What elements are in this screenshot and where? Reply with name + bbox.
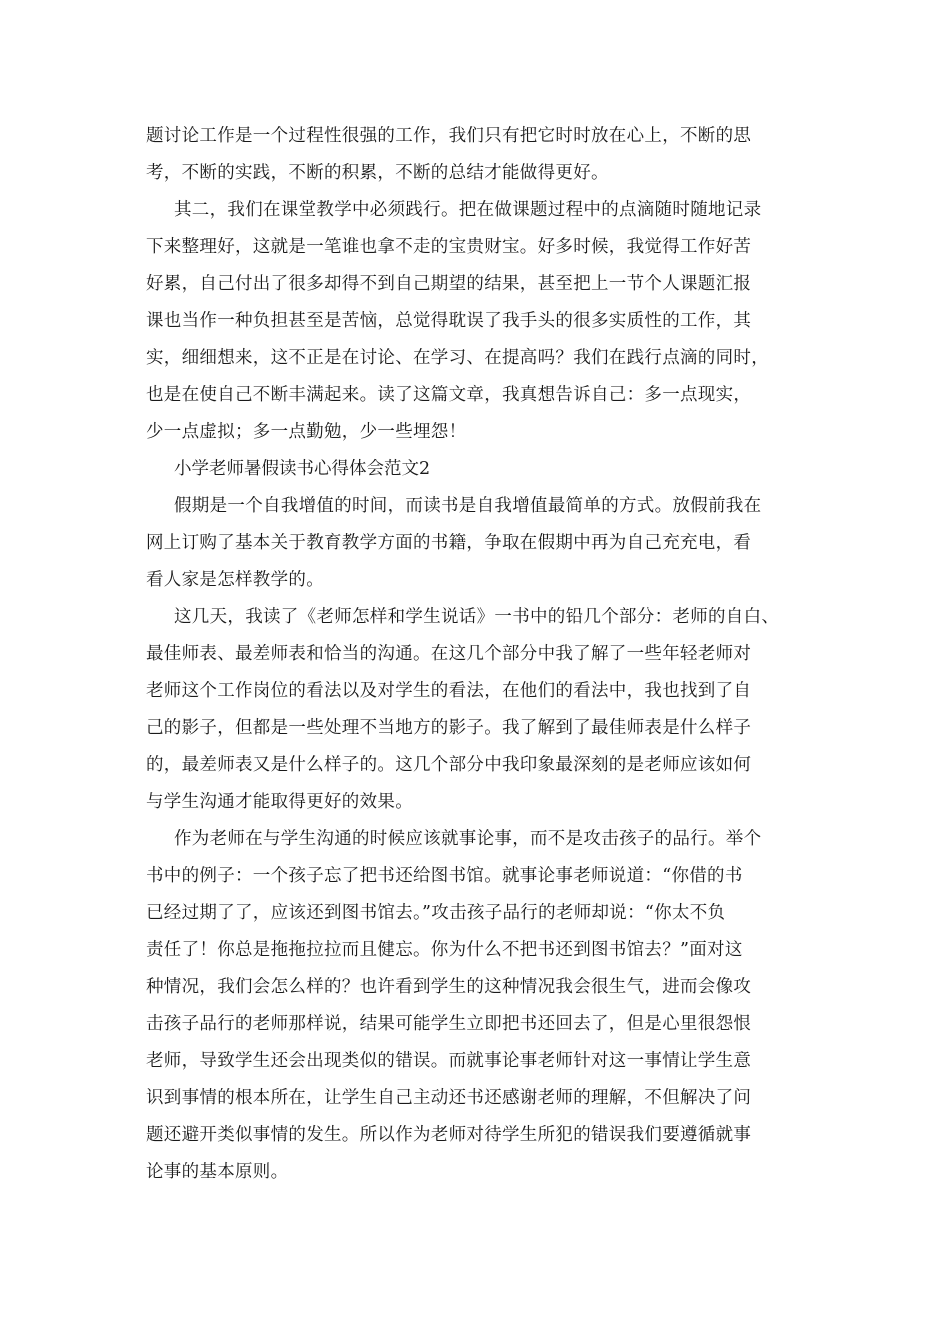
text-line: 下来整理好，这就是一笔谁也拿不走的宝贵财宝。好多时候，我觉得工作好苦 [146,237,752,257]
text-line: 责任了！你总是拖拖拉拉而且健忘。你为什么不把书还到图书馆去？”面对这 [146,940,743,960]
text-line: 课也当作一种负担甚至是苦恼，总觉得耽误了我手头的很多实质性的工作，其 [146,311,752,331]
text-line: 的，最差师表又是什么样子的。这几个部分中我印象最深刻的是老师应该如何 [146,755,752,775]
text-line: 击孩子品行的老师那样说，结果可能学生立即把书还回去了，但是心里很怨恨 [146,1014,752,1034]
text-line: 识到事情的根本所在，让学生自己主动还书还感谢老师的理解，不但解决了问 [146,1088,752,1108]
text-line: 老师这个工作岗位的看法以及对学生的看法，在他们的看法中，我也找到了自 [146,681,752,701]
text-line: 假期是一个自我增值的时间，而读书是自我增值最简单的方式。放假前我在 [174,496,762,516]
text-line: 这几天，我读了《老师怎样和学生说话》一书中的铅几个部分：老师的自白、 [174,607,780,627]
text-line: 题讨论工作是一个过程性很强的工作，我们只有把它时时放在心上，不断的思 [146,126,752,146]
text-line: 与学生沟通才能取得更好的效果。 [146,792,413,812]
text-line: 种情况，我们会怎么样的？也许看到学生的这种情况我会很生气，进而会像攻 [146,977,752,997]
text-line: 老师，导致学生还会出现类似的错误。而就事论事老师针对这一事情让学生意 [146,1051,752,1071]
text-line: 题还避开类似事情的发生。所以作为老师对待学生所犯的错误我们要遵循就事 [146,1125,752,1145]
text-line: 看人家是怎样教学的。 [146,570,324,590]
text-line: 己的影子，但都是一些处理不当地方的影子。我了解到了最佳师表是什么样子 [146,718,752,738]
text-line: 好累，自己付出了很多却得不到自己期望的结果，甚至把上一节个人课题汇报 [146,274,752,294]
text-line: 最佳师表、最差师表和恰当的沟通。在这几个部分中我了解了一些年轻老师对 [146,644,752,664]
text-line: 其二，我们在课堂教学中必须践行。把在做课题过程中的点滴随时随地记录 [174,200,762,220]
text-line: 论事的基本原则。 [146,1162,289,1182]
text-line: 考，不断的实践，不断的积累，不断的总结才能做得更好。 [146,163,609,183]
text-line: 已经过期了了，应该还到图书馆去。”攻击孩子品行的老师却说：“你太不负 [146,903,726,923]
section-heading: 小学老师暑假读书心得体会范文2 [174,459,431,479]
text-line: 书中的例子：一个孩子忘了把书还给图书馆。就事论事老师说道：“你借的书 [146,866,743,886]
document-body [146,118,811,1191]
text-line: 少一点虚拟；多一点勤勉，少一些埋怨！ [146,422,467,442]
text-line: 网上订购了基本关于教育教学方面的书籍，争取在假期中再为自己充充电，看 [146,533,752,553]
text-line: 作为老师在与学生沟通的时候应该就事论事，而不是攻击孩子的品行。举个 [174,829,762,849]
text-line: 实，细细想来，这不正是在讨论、在学习、在提高吗？我们在践行点滴的同时， [146,348,769,368]
text-line: 也是在使自己不断丰满起来。读了这篇文章，我真想告诉自己：多一点现实， [146,385,752,405]
